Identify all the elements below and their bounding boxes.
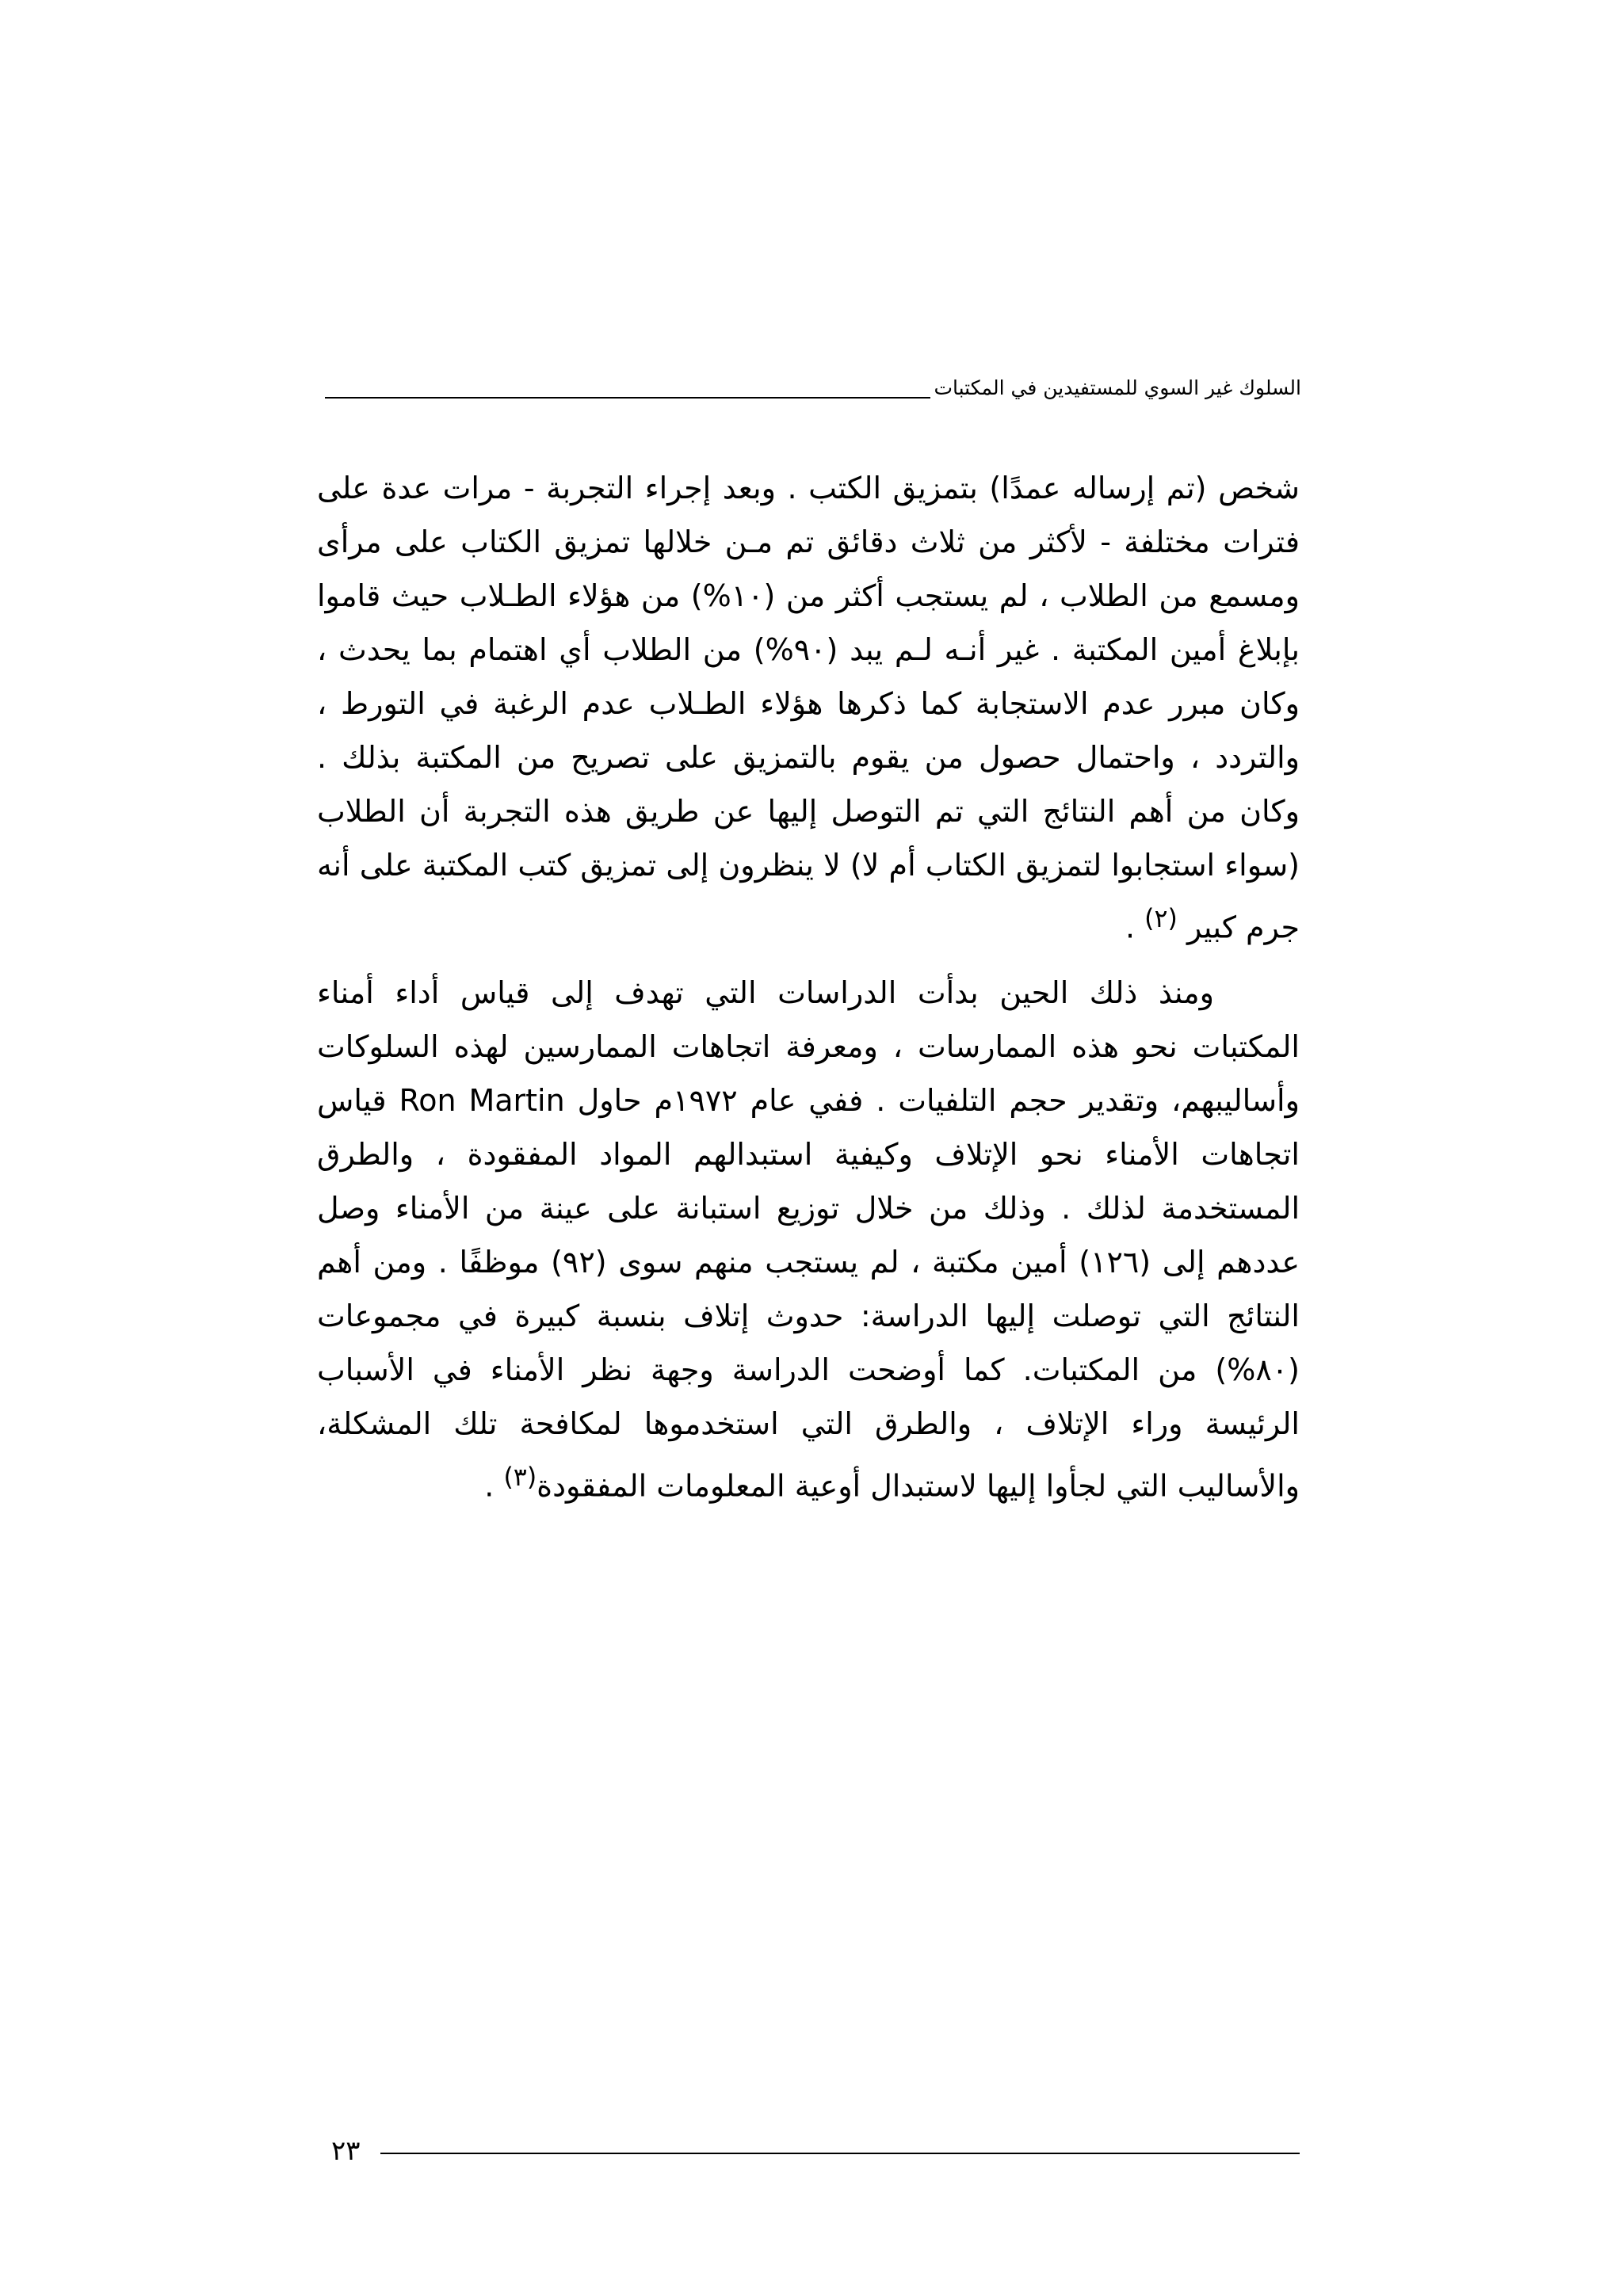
footnote-ref-2: (٢) bbox=[1144, 905, 1178, 933]
page-number: ٢٣ bbox=[331, 2135, 361, 2167]
footnote-ref-3: (٣) bbox=[503, 1463, 537, 1492]
paragraph-1-end: . bbox=[1125, 910, 1145, 945]
page-footer bbox=[317, 2135, 1300, 2167]
paragraph-2-text-b: قياس اتجاهات الأمناء نحو الإتلاف وكيفية استبدالهم المواد المفقودة ، والطرق المستخدمة لذلك . وذلك من خلال توزيع استبانة على عينة من الأمناء وصل عددهم إلى (١٢٦) أمين مكتبة ، لم يستجب منهم سوى (٩٢) موظفًا . ومن أهم النتائج التي توصلت إليها الدراسة: حدوث إتلاف بنسبة كبيرة في مجموعات (٨٠%) من المكتبات. كما أوضحت الدراسة وجهة نظر الأمناء في الأسباب الرئيسة وراء الإتلاف ، والطرق التي استخدموها لمكافحة تلك المشكلة، والأساليب التي لجأوا إليها لاستبدال أوعية المعلومات المفقودة bbox=[317, 1082, 1300, 1504]
paragraph-2-end: . bbox=[484, 1468, 504, 1504]
paragraph-2 bbox=[317, 966, 1300, 1513]
body-text bbox=[317, 461, 1300, 1512]
name-ron-martin: Ron Martin bbox=[399, 1082, 565, 1118]
header-title: السلوك غير السوي للمستفيدين في المكتبات bbox=[930, 372, 1301, 404]
paragraph-1 bbox=[317, 461, 1300, 955]
paragraph-1-text: شخص (تم إرساله عمدًا) بتمزيق الكتب . وبعد إجراء التجربة - مرات عدة على فترات مختلفة - لأكثر من ثلاث دقائق تم مـن خلالها تمزيق الكتاب على مرأى ومسمع من الطلاب ، لم يستجب أكثر من (١٠%) من هؤلاء الطـلاب حيث قاموا بإبلاغ أمين المكتبة . غير أنـه لـم يبد (٩٠%) من الطلاب أي اهتمام بما يحدث ، وكان مبرر عدم الاستجابة كما ذكرها هؤلاء الطـلاب عدم الرغبة في التورط ، والتردد ، واحتمال حصول من يقوم بالتمزيق على تصريح من المكتبة بذلك . وكان من أهم النتائج التي تم التوصل إليها عن طريق هذه التجربة أن الطلاب (سواء استجابوا لتمزيق الكتاب أم لا) لا ينظرون إلى تمزيق كتب المكتبة على أنه جرم كبير bbox=[317, 471, 1300, 945]
footer-rule bbox=[380, 2153, 1300, 2154]
running-header bbox=[325, 372, 1301, 404]
paragraph-2-text-a: ومنذ ذلك الحين بدأت الدراسات التي تهدف إلى قياس أداء أمناء المكتبات نحو هذه الممارسات ، ومعرفة اتجاهات الممارسين لهذه السلوكات وأساليبهم، وتقدير حجم التلفيات . ففي عام ١٩٧٢م حاول bbox=[317, 974, 1300, 1118]
